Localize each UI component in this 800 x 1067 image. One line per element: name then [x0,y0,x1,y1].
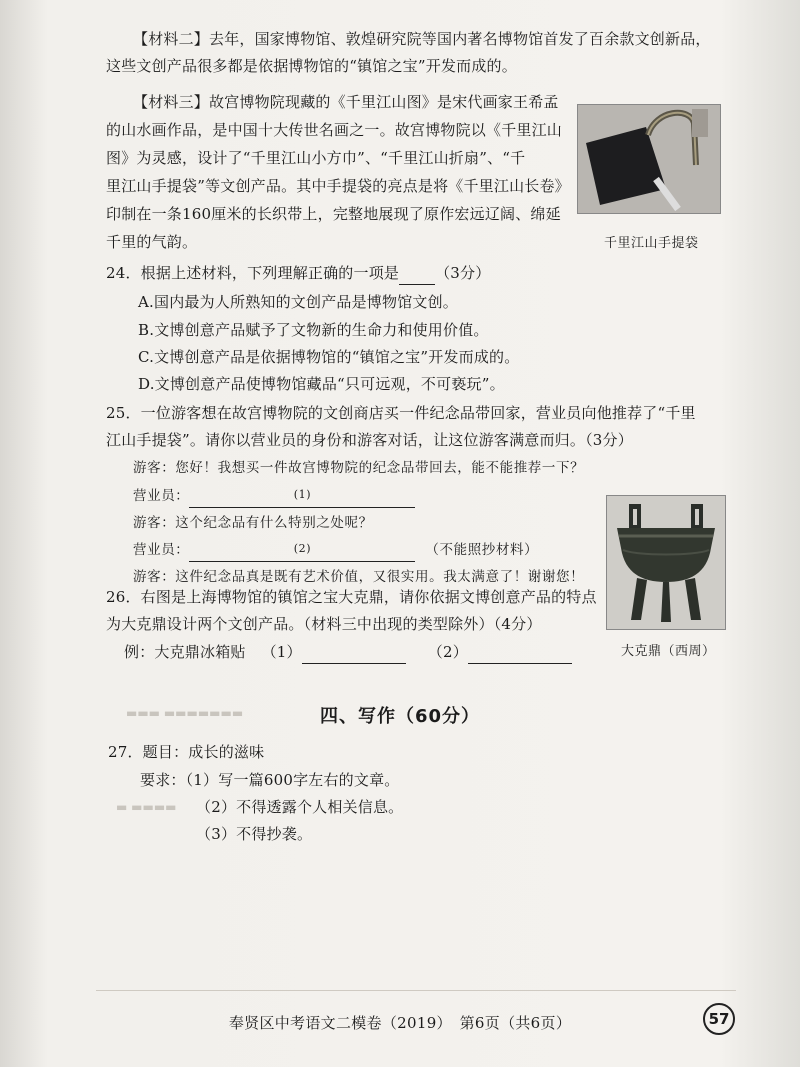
handbag-caption: 千里江山手提袋 [604,236,699,251]
handbag-photo [577,104,721,214]
q26-stem-line2: 为大克鼎设计两个文创产品。（材料三中出现的类型除外）（4分） [106,615,542,633]
q24-option-a: A.国内最为人所熟知的文创产品是博物馆文创。 [138,293,459,311]
material2-line1: 【材料二】去年，国家博物馆、敦煌研究院等国内著名博物馆首发了百余款文创新品， [133,30,711,48]
material3-line2: 的山水画作品，是中国十大传世名画之一。故宫博物院以《千里江山 [106,121,563,139]
q26-blank-1-label: （1） [261,643,302,661]
handbag-illustration [578,105,720,213]
q25-clerk-label-2: 营业员： [133,542,190,558]
material3-line1: 【材料三】故宫博物院现藏的《千里江山图》是宋代画家王希孟 [133,93,559,111]
page-number-badge: 57 [703,1003,735,1035]
q25-clerk-label-1: 营业员： [133,488,190,504]
q25-clerk-line1 [133,485,415,508]
q26-blank-2-label: （2） [427,643,468,661]
q25-blank-2-label: (2) [293,542,312,555]
q25-stem-line1: 25．一位游客想在故宫博物院的文创商店买一件纪念品带回家，营业员向他推荐了“千里 [106,404,696,422]
q25-answer-blank-1[interactable] [189,488,415,508]
dakeding-caption: 大克鼎（西周） [621,644,716,659]
q26-answer-blank-1[interactable] [302,647,406,664]
q27-req-3: （3）不得抄袭。 [196,825,313,843]
material3-line5: 印制在一条160厘米的长织带上，完整地展现了原作宏远辽阔、绵延 [106,205,561,223]
material3-line4: 里江山手提袋”等文创产品。其中手提袋的亮点是将《千里江山长卷》 [106,177,570,195]
q24-score: （3分） [435,264,491,282]
bleed-through-mark: ▬▬▬ ▬▬▬▬▬▬▬ [126,706,244,720]
q25-stem-line2: 江山手提袋”。请你以营业员的身份和游客对话，让这位游客满意而归。（3分） [106,431,633,449]
q25-clerk-line2 [133,539,538,562]
q24-stem-text: 24．根据上述材料，下列理解正确的一项是 [106,264,400,282]
q24-answer-blank[interactable] [399,268,435,285]
q24-option-b: B.文博创意产品赋予了文物新的生命力和使用价值。 [138,321,489,339]
page-footer: 奉贤区中考语文二模卷（2019） 第6页（共6页） [228,1014,572,1032]
page-divider [96,990,736,991]
q27-req-2: （2）不得透露个人相关信息。 [196,798,404,816]
section-title-writing: 四、写作（60分） [319,706,481,727]
q27-title: 27．题目：成长的滋味 [108,743,265,761]
q24-stem [106,262,490,285]
material3-line3: 图》为灵感，设计了“千里江山小方巾”、“千里江山折扇”、“千 [106,149,526,167]
q24-option-d: D.文博创意产品使博物馆藏品“只可远观，不可亵玩”。 [138,375,505,393]
q26-stem-line1: 26．右图是上海博物馆的镇馆之宝大克鼎，请你依据文博创意产品的特点 [106,588,597,606]
dakeding-photo [606,495,726,630]
q26-example-line [124,641,572,664]
q25-visitor-line2: 游客：这个纪念品有什么特别之处呢？ [133,515,373,531]
q25-visitor-line3: 游客：这件纪念品真是既有艺术价值，又很实用。我太满意了！谢谢您！ [133,569,585,585]
q24-option-c: C.文博创意产品是依据博物馆的“镇馆之宝”开发而成的。 [138,348,520,366]
q26-answer-blank-2[interactable] [468,647,572,664]
q25-blank-1-label: (1) [293,488,312,501]
q25-visitor-line1: 游客：您好！我想买一件故宫博物院的纪念品带回去，能不能推荐一下？ [133,460,585,476]
q27-req-1-line [140,769,400,792]
q27-req-label: 要求： [140,771,186,789]
q25-note: （不能照抄材料） [425,542,539,558]
q25-answer-blank-2[interactable] [189,542,415,562]
q27-req-1: （1）写一篇600字左右的文章。 [185,771,400,789]
dakeding-illustration [607,496,725,629]
bleed-through-mark: ▬ ▬▬▬▬ [116,800,177,814]
q26-example: 例：大克鼎冰箱贴 [124,643,246,661]
material3-line6: 千里的气韵。 [106,233,198,251]
material2-line2: 这些文创产品很多都是依据博物馆的“镇馆之宝”开发而成的。 [106,57,517,75]
